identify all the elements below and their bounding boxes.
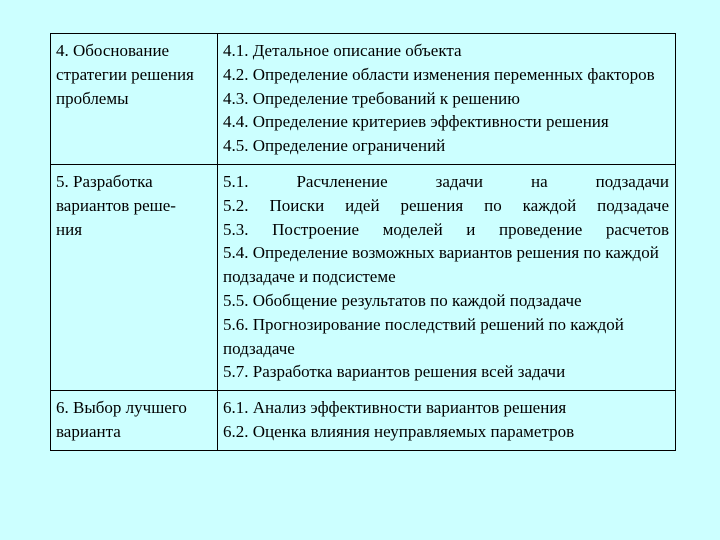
table-row: [51, 391, 676, 451]
step-item: 6.1. Анализ эффективности вариантов решения: [223, 398, 567, 418]
steps-cell: [218, 391, 676, 451]
stage-cell: [51, 164, 218, 390]
steps-cell: [218, 34, 676, 165]
step-item: 5.4. Определение возможных вариантов решения по каждой подзадаче и подсистеме: [223, 243, 659, 287]
step-item: 5.5. Обобщение результатов по каждой подзадаче: [223, 290, 582, 310]
table-row: [51, 34, 676, 165]
step-item: 4.2. Определение области изменения переменных факторов: [223, 64, 655, 84]
step-item: 5.7. Разработка вариантов решения всей задачи: [223, 362, 566, 382]
stage-cell: [51, 391, 218, 451]
stage-cell: [51, 34, 218, 165]
stage-label: 4. Обоснование стратегии решения проблемы: [56, 41, 194, 108]
step-item: 5.3. Построение моделей и проведение расчетов: [223, 219, 669, 239]
step-item: 6.2. Оценка влияния неуправляемых параметров: [223, 421, 575, 441]
step-item: 5.2. Поиски идей решения по каждой подзадаче: [223, 195, 669, 215]
stage-label: 6. Выбор лучшего варианта: [56, 398, 187, 441]
step-item: 4.5. Определение ограничений: [223, 136, 446, 156]
steps-cell: [218, 164, 676, 390]
step-item: 4.4. Определение критериев эффективности решения: [223, 112, 609, 132]
table-row: [51, 164, 676, 390]
step-item: 5.6. Прогнозирование последствий решений по каждой подзадаче: [223, 314, 624, 358]
step-item: 5.1. Расчленение задачи на подзадачи: [223, 171, 669, 191]
strategy-table: [50, 33, 676, 451]
step-item: 4.1. Детальное описание объекта: [223, 41, 462, 60]
step-item: 4.3. Определение требований к решению: [223, 88, 520, 108]
stage-label: 5. Разработка вариантов реше- ния: [56, 171, 176, 239]
